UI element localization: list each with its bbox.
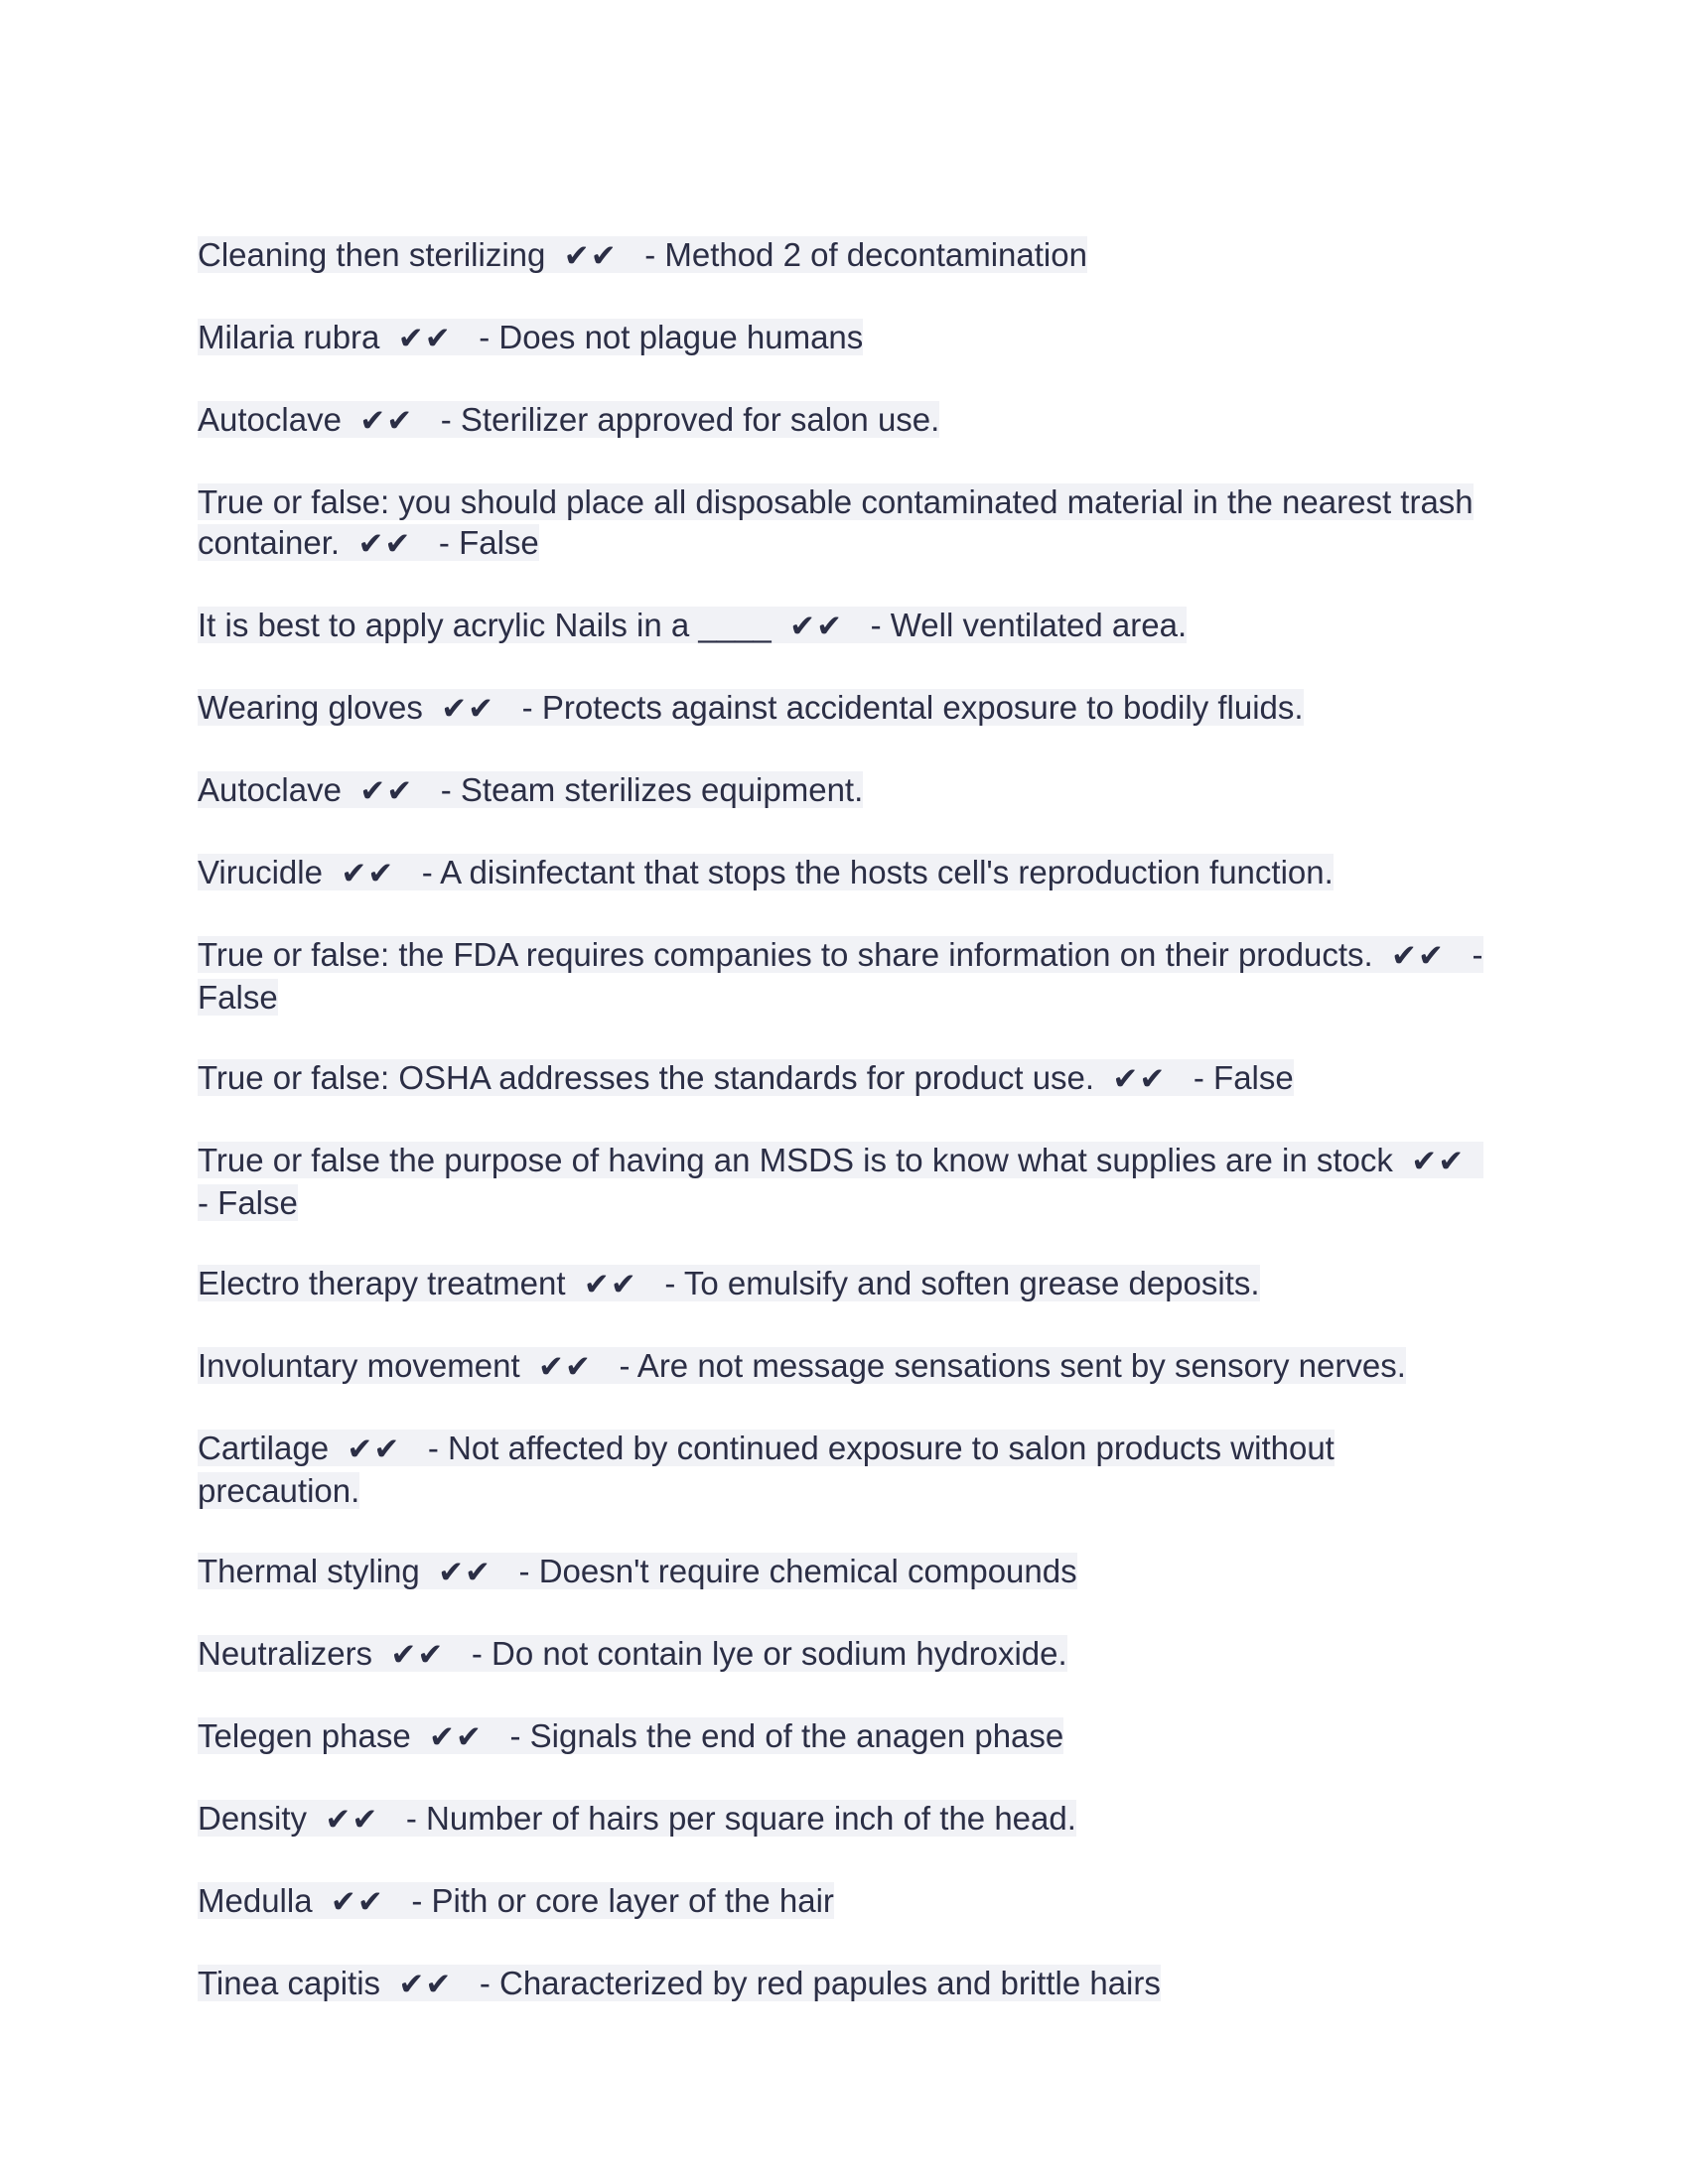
answer-text: - Do not contain lye or sodium hydroxide. [471, 1635, 1067, 1672]
qa-item [198, 1633, 1488, 1676]
answer-text: - Well ventilated area. [870, 607, 1188, 643]
question-text: True or false: OSHA addresses the standards for product use. [198, 1059, 1095, 1096]
qa-item [198, 317, 1488, 359]
qa-item [198, 1263, 1488, 1305]
question-text: Electro therapy treatment [198, 1265, 566, 1301]
question-text: Tinea capitis [198, 1965, 381, 2001]
qa-item [198, 687, 1488, 730]
answer-text: - Steam sterilizes equipment. [440, 771, 864, 808]
answer-text: - False [1193, 1059, 1294, 1096]
double-check-icon: ✔✔ [1411, 1144, 1466, 1179]
qa-item [198, 1798, 1488, 1841]
double-check-icon: ✔✔ [563, 238, 618, 274]
answer-text: - Pith or core layer of the hair [411, 1882, 834, 1919]
answer-text: - Does not plague humans [479, 319, 864, 355]
double-check-icon: ✔✔ [1391, 938, 1445, 974]
question-text: It is best to apply acrylic Nails in a ____ [198, 607, 772, 643]
qa-item [198, 769, 1488, 812]
answer-text: - Not affected by continued exposure to salon products without precaution. [198, 1430, 1335, 1509]
qa-item [198, 1345, 1488, 1388]
answer-text: - Signals the end of the anagen phase [509, 1717, 1064, 1754]
double-check-icon: ✔✔ [357, 526, 412, 562]
answer-text: - False [198, 1184, 298, 1221]
question-text: True or false: you should place all disposable contaminated material in the nearest trash container. [198, 483, 1474, 561]
double-check-icon: ✔✔ [583, 1267, 637, 1302]
answer-text: - Method 2 of decontamination [644, 236, 1087, 273]
double-check-icon: ✔✔ [330, 1884, 384, 1920]
answer-text: - Characterized by red papules and brittle hairs [479, 1965, 1161, 2001]
question-text: Neutralizers [198, 1635, 373, 1672]
double-check-icon: ✔✔ [325, 1802, 379, 1838]
qa-item [198, 934, 1488, 1018]
question-text: True or false the purpose of having an MSDS is to know what supplies are in stock [198, 1142, 1393, 1178]
double-check-icon: ✔✔ [429, 1719, 483, 1755]
question-text: Thermal styling [198, 1553, 420, 1589]
question-text: Medulla [198, 1882, 313, 1919]
double-check-icon: ✔✔ [789, 609, 844, 644]
question-text: Density [198, 1800, 308, 1837]
double-check-icon: ✔✔ [1112, 1061, 1167, 1097]
question-text: Autoclave [198, 771, 342, 808]
question-text: Telegen phase [198, 1717, 411, 1754]
double-check-icon: ✔✔ [359, 773, 414, 809]
answer-text: - Doesn't require chemical compounds [518, 1553, 1077, 1589]
double-check-icon: ✔✔ [441, 691, 495, 727]
qa-item [198, 1140, 1488, 1223]
question-text: Virucidle [198, 854, 323, 890]
answer-text: - To emulsify and soften grease deposits. [664, 1265, 1260, 1301]
qa-item [198, 481, 1488, 565]
question-text: Wearing gloves [198, 689, 423, 726]
double-check-icon: ✔✔ [538, 1349, 592, 1385]
qa-item [198, 605, 1488, 647]
double-check-icon: ✔✔ [359, 403, 414, 439]
question-text: Involuntary movement [198, 1347, 520, 1384]
qa-item [198, 852, 1488, 894]
qa-item [198, 1715, 1488, 1758]
answer-text: - Number of hairs per square inch of the head. [405, 1800, 1076, 1837]
qa-item [198, 1963, 1488, 2005]
answer-text: - Sterilizer approved for salon use. [440, 401, 940, 438]
double-check-icon: ✔✔ [341, 856, 395, 891]
question-text: Autoclave [198, 401, 342, 438]
question-text: Cleaning then sterilizing [198, 236, 546, 273]
qa-item [198, 1057, 1488, 1100]
double-check-icon: ✔✔ [397, 321, 452, 356]
answer-text: - Protects against accidental exposure to bodily fluids. [521, 689, 1304, 726]
double-check-icon: ✔✔ [398, 1967, 453, 2002]
qa-item [198, 1551, 1488, 1593]
question-text: Cartilage [198, 1430, 330, 1466]
answer-text: - False [438, 524, 539, 561]
answer-text: - A disinfectant that stops the hosts cell's reproduction function. [421, 854, 1334, 890]
question-text: Milaria rubra [198, 319, 380, 355]
answer-text: - Are not message sensations sent by sensory nerves. [619, 1347, 1406, 1384]
qa-item [198, 234, 1488, 277]
double-check-icon: ✔✔ [390, 1637, 445, 1673]
qa-item [198, 399, 1488, 442]
answer-text: - False [198, 936, 1483, 1016]
double-check-icon: ✔✔ [438, 1555, 492, 1590]
double-check-icon: ✔✔ [347, 1432, 401, 1467]
document-body [198, 234, 1488, 2045]
qa-item [198, 1428, 1488, 1511]
question-text: True or false: the FDA requires companies to share information on their products. [198, 936, 1373, 973]
qa-item [198, 1880, 1488, 1923]
